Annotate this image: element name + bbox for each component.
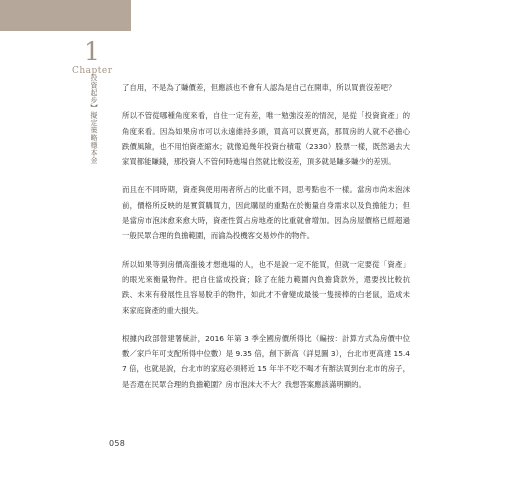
paragraph-3: 而且在不同時期，資產與使用兩者所占的比重不同，思考點也不一樣。當房市尚未泡沫前，價格所反映的是實質購買力，因此購屋的重點在於衡量自身需求以及負擔能力；但是當房市泡沫愈來愈大時，資產性質占房地產的比重就會增加。因為房屋價格已經超過一般民眾合理的負擔範圍，而淪為投機客交易炒作的物件。: [122, 185, 410, 241]
chapter-title: 投資起步】擬定策略穩本金: [90, 74, 98, 164]
page-number: 058: [109, 439, 126, 448]
chapter-number: 1: [84, 37, 100, 66]
paragraph-5: 根據內政部營建署統計，2016 年第 3 季全國房價所得比（編按：計算方式為房價中位數／家戶年可支配所得中位數）是 9.35 倍，創下新高（詳見圖 3），台北市更高達 15.47 倍，也就是說，台北市的家庭必須將近 15 年半不吃不喝才有辦法買到台北市的房子，是否還在民眾合理的負擔範圍？房市泡沫大不大？我想答案應該滿明顯的。: [122, 333, 410, 389]
paragraph-4: 所以如果等到房價高漲後才想進場的人，也不是說一定不能買，但就一定要從「資產」的眼光來衡量物件。把自住當成投資；除了在能力範圍內負擔貸款外，還要找比較抗跌、未來有發展性且容易脫手的物件，如此才不會變成最後一隻接棒的白老鼠，造成未來家庭資產的重大損失。: [122, 259, 410, 315]
chapter-corner-tab: [0, 0, 131, 31]
paragraph-2: 所以不管從哪種角度來看，自住一定有差，唯一勉強沒差的情況，是從「投資資產」的角度來看。因為如果房市可以永遠維持多頭，買高可以賣更高，那買房的人就不必擔心跌價風險，也不用怕資產縮水；就像追幾年投資台積電（2330）股票一樣，既然過去大家買都能賺錢，那投資人不管何時進場自然就比較沒差，頂多就是賺多賺少的差別。: [122, 111, 410, 167]
chapter-label: Chapter: [72, 66, 113, 76]
chapter-marker: [72, 37, 113, 76]
body-text: [122, 80, 410, 405]
paragraph-1: 了自用，不是為了賺價差，但應該也不會有人認為是自己在開車，所以買貴沒差吧？: [122, 83, 396, 92]
